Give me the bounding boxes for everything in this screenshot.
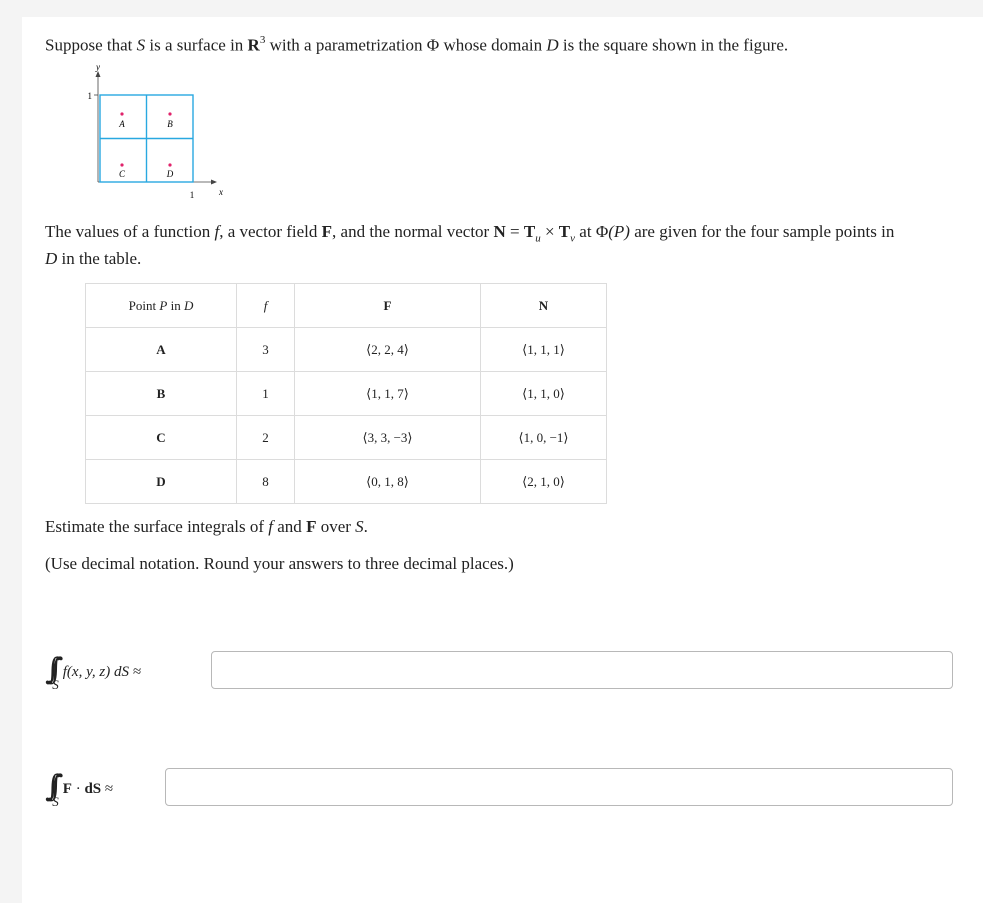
header-f: f	[237, 284, 295, 328]
cell-F: ⟨3, 3, −3⟩	[295, 416, 481, 460]
x-axis-arrow	[211, 180, 217, 185]
integral-subscript: S	[52, 793, 59, 809]
cell-point: C	[86, 416, 237, 460]
cell-f: 1	[237, 372, 295, 416]
integral-F-label	[45, 769, 114, 809]
cell-N: ⟨1, 1, 1⟩	[481, 328, 607, 372]
point-c-label: C	[118, 169, 126, 179]
values-table-wrap	[85, 283, 607, 504]
cell-N: ⟨1, 1, 0⟩	[481, 372, 607, 416]
integral-f-answer-input[interactable]	[212, 652, 952, 688]
intro-sentence: Suppose that S is a surface in $R^3$ with a parametrization Φ whose domain D is the square shown in the figure.	[45, 34, 789, 55]
integral-F-answer-box[interactable]	[165, 768, 953, 806]
cell-f: 8	[237, 460, 295, 504]
header-point: Point P in D	[86, 284, 237, 328]
decimal-note: (Use decimal notation. Round your answers to three decimal places.)	[45, 554, 514, 573]
double-integral-icon: ∫∫	[45, 652, 51, 687]
integral-f-expression: f(x, y, z) dS ≈	[62, 664, 141, 680]
cell-point: B	[86, 372, 237, 416]
header-F: F	[295, 284, 481, 328]
table-row	[86, 460, 607, 504]
table-row	[86, 416, 607, 460]
integral-F-answer-input[interactable]	[166, 769, 952, 805]
cell-f: 2	[237, 416, 295, 460]
point-b-label: B	[167, 119, 173, 129]
y-axis-label: y	[96, 64, 100, 72]
values-sentence-continued: D in the table.	[45, 249, 142, 268]
integral-subscript: S	[52, 676, 59, 692]
point-d-dot	[168, 163, 171, 166]
point-d-label: D	[166, 169, 174, 179]
cell-F: ⟨0, 1, 8⟩	[295, 460, 481, 504]
table-row	[86, 328, 607, 372]
point-a-label: A	[119, 119, 125, 129]
y-tick-label: 1	[87, 91, 92, 101]
integral-f-answer-box[interactable]	[211, 651, 953, 689]
header-N: N	[481, 284, 607, 328]
double-integral-icon: ∫∫	[45, 769, 51, 804]
values-table	[85, 283, 607, 504]
cell-F: ⟨2, 2, 4⟩	[295, 328, 481, 372]
cell-point: D	[86, 460, 237, 504]
cell-N: ⟨1, 0, −1⟩	[481, 416, 607, 460]
values-sentence: The values of a function f, a vector field F, and the normal vector $N = T_u \times T_v$ at Φ(P) are given for the four sample points in	[45, 222, 895, 245]
integral-F-expression: F · dS ≈	[62, 781, 114, 797]
integral-f-label	[45, 652, 141, 692]
table-header-row	[86, 284, 607, 328]
point-b-dot	[168, 112, 171, 115]
x-tick-label: 1	[189, 190, 195, 200]
cell-point: A	[86, 328, 237, 372]
point-a-dot	[120, 112, 123, 115]
domain-figure	[80, 64, 240, 204]
cell-N: ⟨2, 1, 0⟩	[481, 460, 607, 504]
point-c-dot	[120, 163, 123, 166]
cell-F: ⟨1, 1, 7⟩	[295, 372, 481, 416]
cell-f: 3	[237, 328, 295, 372]
estimate-sentence: Estimate the surface integrals of f and F over S.	[45, 517, 368, 536]
table-row	[86, 372, 607, 416]
x-axis-label: x	[219, 187, 223, 197]
